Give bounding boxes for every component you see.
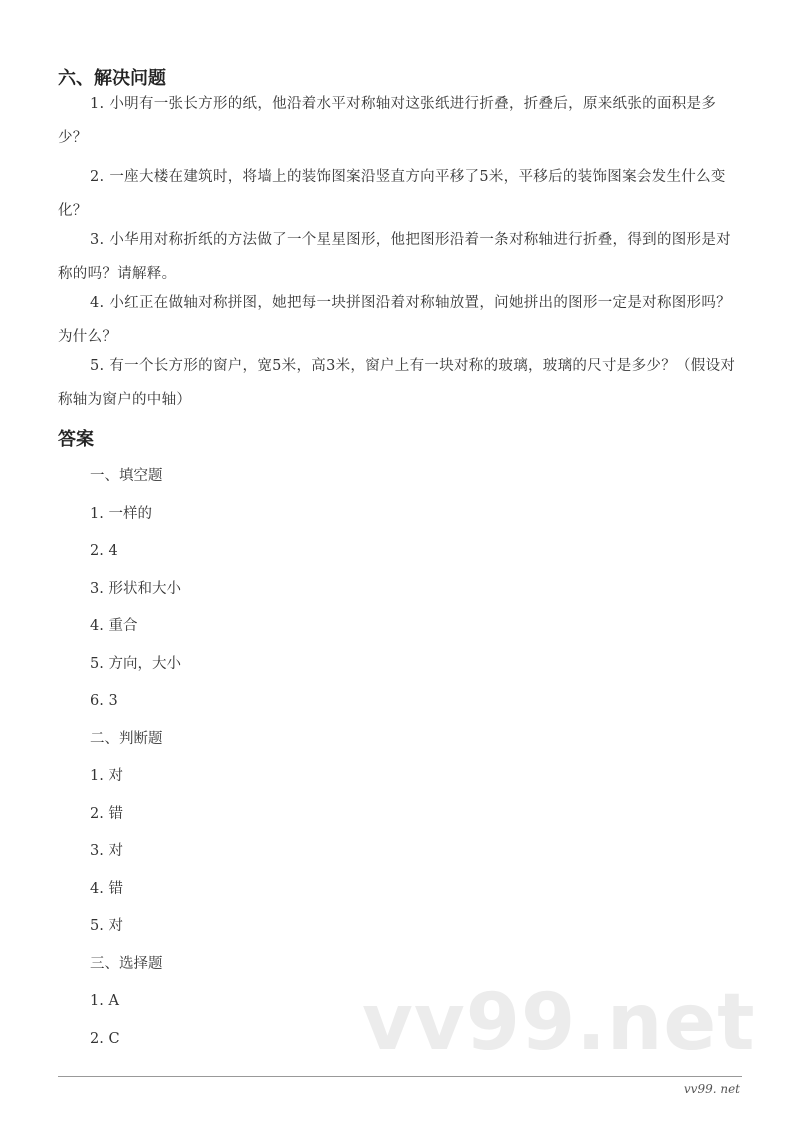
question-5: 5. 有一个长方形的窗户，宽5米，高3米，窗户上有一块对称的玻璃，玻璃的尺寸是多少？（假设对称轴为窗户的中轴） bbox=[58, 358, 736, 408]
answer-line: 4. 重合 bbox=[90, 618, 138, 634]
footer-divider bbox=[58, 1076, 742, 1077]
watermark: vv99.net bbox=[362, 978, 756, 1068]
answer-line: 1. 对 bbox=[90, 768, 123, 784]
answer-line: 3. 对 bbox=[90, 843, 123, 859]
answer-line: 一、填空题 bbox=[90, 468, 163, 484]
answer-line: 6. 3 bbox=[90, 693, 118, 709]
answer-line: 5. 方向，大小 bbox=[90, 655, 181, 672]
answer-line: 三、选择题 bbox=[90, 955, 163, 972]
answer-line: 1. 一样的 bbox=[90, 505, 152, 522]
question-1: 1. 小明有一张长方形的纸，他沿着水平对称轴对这张纸进行折叠，折叠后，原来纸张的面积是多少？ bbox=[58, 96, 717, 146]
answer-line: 4. 错 bbox=[90, 880, 123, 897]
section-heading: 六、解决问题 bbox=[58, 68, 166, 89]
footer-site: vv99. net bbox=[683, 1082, 740, 1096]
question-4: 4. 小红正在做轴对称拼图，她把每一块拼图沿着对称轴放置，问她拼出的图形一定是对称图形吗？为什么？ bbox=[58, 295, 731, 345]
question-2: 2. 一座大楼在建筑时，将墙上的装饰图案沿竖直方向平移了5米，平移后的装饰图案会发生什么变化？ bbox=[58, 169, 726, 219]
answer-line: 二、判断题 bbox=[90, 730, 163, 747]
question-3: 3. 小华用对称折纸的方法做了一个星星图形，他把图形沿着一条对称轴进行折叠，得到的图形是对称的吗？请解释。 bbox=[58, 232, 731, 282]
answer-line: 3. 形状和大小 bbox=[90, 580, 181, 597]
answer-line: 2. C bbox=[90, 1030, 120, 1047]
answer-line: 5. 对 bbox=[90, 918, 123, 934]
answer-line: 2. 错 bbox=[90, 805, 123, 822]
answer-line: 2. 4 bbox=[90, 543, 118, 559]
answers-heading: 答案 bbox=[58, 429, 94, 450]
answer-line: 1. A bbox=[90, 993, 119, 1009]
